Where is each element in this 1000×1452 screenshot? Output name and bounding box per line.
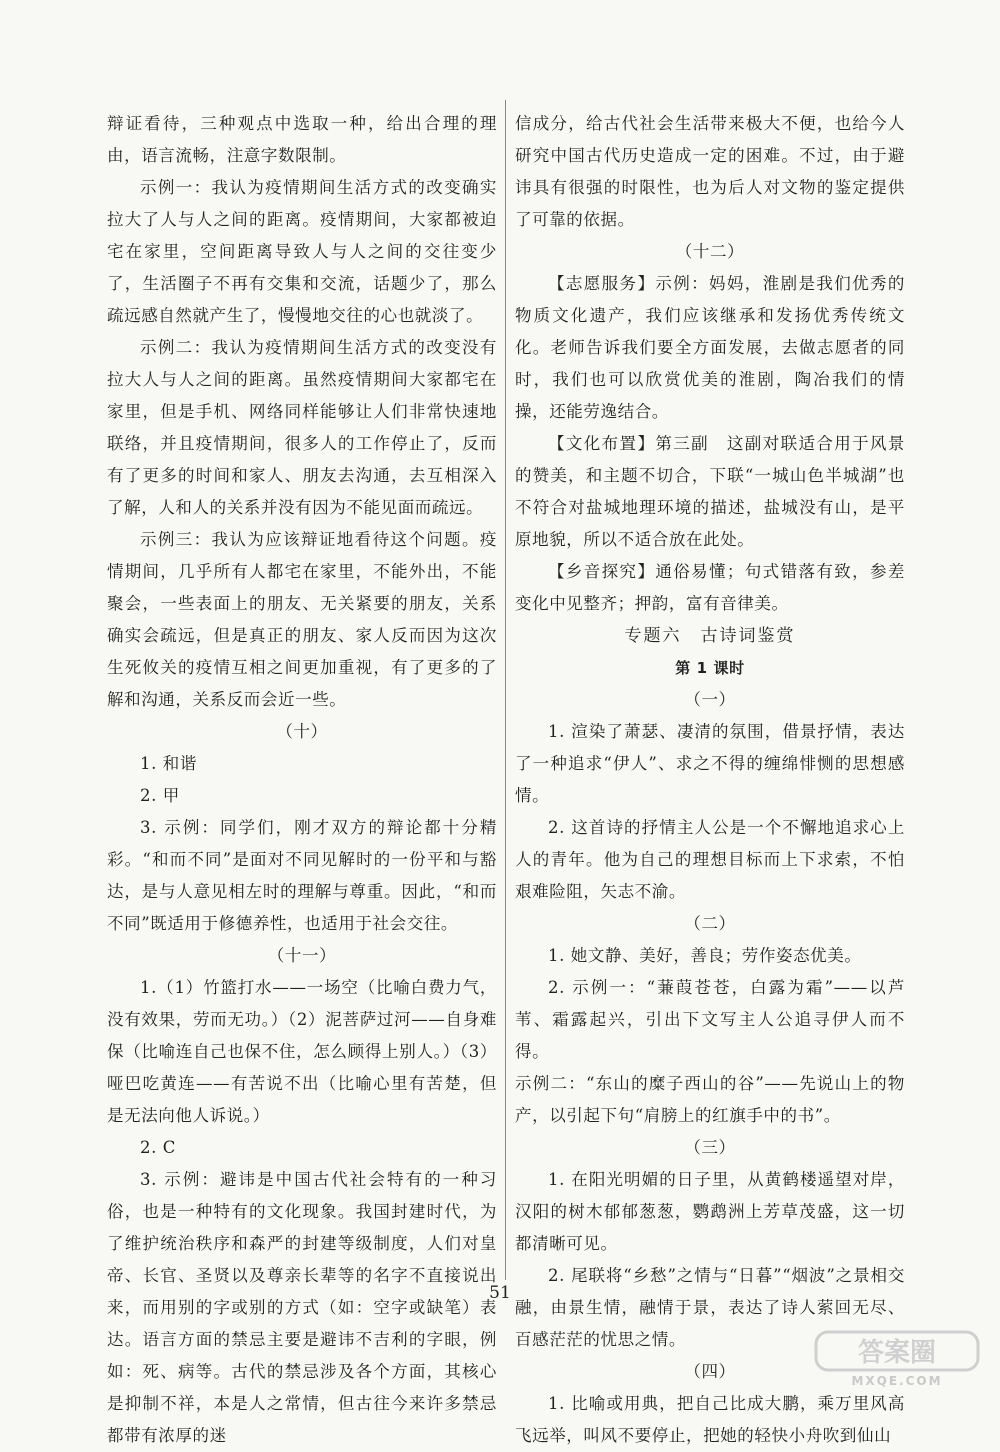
section-heading: （一） bbox=[684, 690, 736, 709]
section-heading: （十二） bbox=[675, 242, 745, 261]
watermark-badge-icon bbox=[812, 1326, 982, 1374]
watermark-url: MXQE.COM bbox=[851, 1374, 943, 1388]
answer-item: 1. 比喻或用典，把自己比成大鹏，乘万里风高飞远举，叫风不要停止，把她的轻快小舟吹到仙山 bbox=[515, 1394, 905, 1445]
topic-title: 专题六 古诗词鉴赏 bbox=[624, 626, 796, 646]
answer-item: 【乡音探究】通俗易懂；句式错落有致，参差变化中见整齐；押韵，富有音律美。 bbox=[515, 562, 905, 613]
paragraph: 示例二：我认为疫情期间生活方式的改变没有拉大人与人之间的距离。虽然疫情期间大家都宅在家里，但是手机、网络同样能够让人们非常快速地联络，并且疫情期间，很多人的工作停止了，反而有了更多的时间和家人、朋友去沟通，去互相深入了解，人和人的关系并没有因为不能见面而疏远。 bbox=[107, 338, 497, 517]
section-heading: （十一） bbox=[267, 946, 337, 965]
paragraph: 辩证看待，三种观点中选取一种，给出合理的理由，语言流畅，注意字数限制。 bbox=[107, 114, 497, 165]
page-number: 51 bbox=[489, 1283, 511, 1303]
answer-item: 1. 她文静、美好，善良；劳作姿态优美。 bbox=[548, 946, 862, 965]
watermark-logo-text: 答案圈 bbox=[857, 1338, 937, 1368]
section-heading: （十） bbox=[276, 722, 328, 741]
lesson-title: 第 1 课时 bbox=[675, 659, 745, 677]
paragraph: 示例一：我认为疫情期间生活方式的改变确实拉大了人与人之间的距离。疫情期间，大家都被迫宅在家里，空间距离导致人与人之间的交往变少了，生活圈子不再有交集和交流，话题少了，那么疏远感自然就产生了，慢慢地交往的心也就淡了。 bbox=[107, 178, 497, 325]
answer-item: 2. 示例一：“蒹葭苍苍，白露为霜”——以芦苇、霜露起兴，引出下文写主人公追寻伊人而不得。 bbox=[515, 978, 905, 1061]
answer-item: 3. 示例：避讳是中国古代社会特有的一种习俗，也是一种特有的文化现象。我国封建时代，为了维护统治秩序和森严的封建等级制度，人们对皇帝、长官、圣贤以及尊亲长辈等的名字不直接说出来，而用别的字或别的方式（如：空字或缺笔）表达。语言方面的禁忌主要是避讳不吉利的字眼，例如：死、病等。古代的禁忌涉及各个方面，其核心是抑制不祥，本是人之常情，但古往今来许多禁忌都带有浓厚的迷 bbox=[107, 1170, 497, 1445]
answer-item: 【志愿服务】示例：妈妈，淮剧是我们优秀的物质文化遗产，我们应该继承和发扬优秀传统文化。老师告诉我们要全方面发展，去做志愿者的同时，我们也可以欣赏优美的淮剧，陶冶我们的情操，还能劳逸结合。 bbox=[515, 274, 905, 421]
paragraph: 信成分，给古代社会生活带来极大不便，也给今人研究中国古代历史造成一定的困难。不过，由于避讳具有很强的时限性，也为后人对文物的鉴定提供了可靠的依据。 bbox=[515, 114, 905, 229]
answer-item: 1. 和谐 bbox=[140, 754, 197, 773]
left-column bbox=[107, 108, 497, 1452]
answer-item: 1.（1）竹篮打水——一场空（比喻白费力气，没有效果，劳而无功。）（2）泥菩萨过河——自身难保（比喻连自己也保不住，怎么顾得上别人。）（3）哑巴吃黄连——有苦说不出（比喻心里有苦楚，但是无法向他人诉说。） bbox=[107, 978, 497, 1125]
answer-item: 3. 示例：同学们，刚才双方的辩论都十分精彩。“和而不同”是面对不同见解时的一份平和与豁达，是与人意见相左时的理解与尊重。因此，“和而不同”既适用于修德养性，也适用于社会交往。 bbox=[107, 818, 497, 933]
answer-item: 1. 渲染了萧瑟、凄清的氛围，借景抒情，表达了一种追求“伊人”、求之不得的缠绵悱恻的思想感情。 bbox=[515, 722, 905, 805]
answer-item: 2. C bbox=[140, 1138, 177, 1157]
answer-item: 2. 尾联将“乡愁”之情与“日暮”“烟波”之景相交融，由景生情，融情于景，表达了诗人萦回无尽、百感茫茫的忧思之情。 bbox=[515, 1266, 905, 1349]
section-heading: （三） bbox=[684, 1138, 736, 1157]
answer-item: 2. 这首诗的抒情主人公是一个不懈地追求心上人的青年。他为自己的理想目标而上下求索，不怕艰难险阻，矢志不渝。 bbox=[515, 818, 905, 901]
section-heading: （二） bbox=[684, 914, 736, 933]
answer-item: 1. 在阳光明媚的日子里，从黄鹤楼遥望对岸，汉阳的树木郁郁葱葱，鹦鹉洲上芳草茂盛，这一切都清晰可见。 bbox=[515, 1170, 905, 1253]
answer-item: 【文化布置】第三副 这副对联适合用于风景的赞美，和主题不切合，下联“一城山色半城湖”也不符合对盐城地理环境的描述，盐城没有山，是平原地貌，所以不适合放在此处。 bbox=[515, 434, 905, 549]
column-divider bbox=[505, 100, 506, 1280]
paragraph: 示例三：我认为应该辩证地看待这个问题。疫情期间，几乎所有人都宅在家里，不能外出，不能聚会，一些表面上的朋友、无关紧要的朋友，关系确实会疏远，但是真正的朋友、家人反而因为这次生死攸关的疫情互相之间更加重视，有了更多的了解和沟通，关系反而会近一些。 bbox=[107, 530, 497, 709]
answer-item: 2. 甲 bbox=[140, 786, 180, 805]
right-column bbox=[515, 108, 905, 1452]
watermark-logo bbox=[812, 1326, 982, 1398]
answer-item: 示例二：“东山的糜子西山的谷”——先说山上的物产，以引起下句“肩膀上的红旗手中的书”。 bbox=[515, 1074, 905, 1125]
section-heading: （四） bbox=[684, 1362, 736, 1381]
